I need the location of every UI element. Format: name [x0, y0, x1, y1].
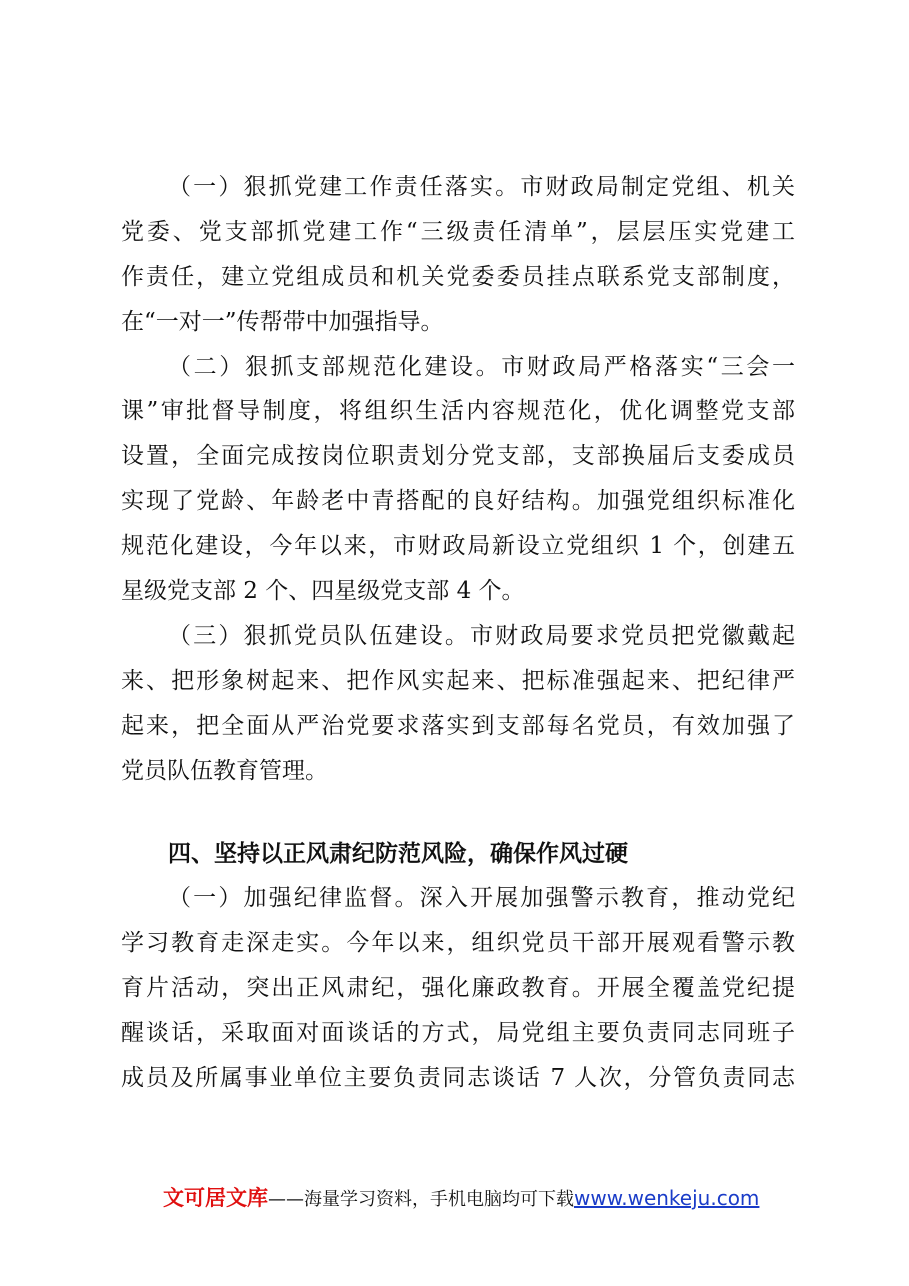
paragraph-line: 党员队伍教育管理。	[121, 757, 328, 784]
section-4-body	[121, 876, 795, 1100]
footer-tagline: ——海量学习资料，手机电脑均可下载	[268, 1189, 574, 1210]
paragraph-line: 在“一对一”传帮带中加强指导。	[121, 308, 444, 335]
paragraph-line: 星级党支部 2 个、四星级党支部 4 个。	[121, 578, 525, 605]
paragraph-line: 醒谈话，采取面对面谈话的方式，局党组主要负责同志同班子	[121, 1019, 795, 1046]
section-3-body	[121, 165, 795, 793]
paragraph-line: （一）加强纪律监督。深入开展加强警示教育，推动党纪	[168, 885, 795, 911]
paragraph-line: （一）狠抓党建工作责任落实。市财政局制定党组、机关	[168, 174, 795, 200]
paragraph-line: 课”审批督导制度，将组织生活内容规范化，优化调整党支部	[121, 398, 795, 425]
paragraph-line: （二）狠抓支部规范化建设。市财政局严格落实“三会一	[168, 353, 795, 380]
paragraph-line: 作责任，建立党组成员和机关党委委员挂点联系党支部制度，	[121, 263, 795, 290]
section-heading: 四、坚持以正风肃纪防范风险，确保作风过硬	[168, 841, 628, 867]
brand-name: 文可居文库	[163, 1186, 268, 1210]
site-link[interactable]: www.wenkeju.com	[574, 1186, 760, 1210]
paragraph-line: 实现了党龄、年龄老中青搭配的良好结构。加强党组织标准化	[121, 488, 795, 515]
paragraph-line: 来、把形象树起来、把作风实起来、把标准强起来、把纪律严	[121, 667, 795, 694]
paragraph-line: 学习教育走深走实。今年以来，组织党员干部开展观看警示教	[121, 929, 795, 956]
paragraph-line: 设置，全面完成按岗位职责划分党支部，支部换届后支委成员	[121, 443, 795, 470]
paragraph-line: 起来，把全面从严治党要求落实到支部每名党员，有效加强了	[121, 712, 795, 739]
paragraph-line: 成员及所属事业单位主要负责同志谈话 7 人次，分管负责同志	[121, 1064, 795, 1091]
paragraph-line: 育片活动，突出正风肃纪，强化廉政教育。开展全覆盖党纪提	[121, 974, 795, 1001]
paragraph-line: 党委、党支部抓党建工作“三级责任清单”，层层压实党建工	[121, 218, 795, 245]
paragraph-line: 规范化建设，今年以来，市财政局新设立党组织 1 个，创建五	[121, 533, 795, 560]
paragraph-line: （三）狠抓党员队伍建设。市财政局要求党员把党徽戴起	[168, 622, 795, 649]
watermark-footer	[163, 1182, 759, 1212]
